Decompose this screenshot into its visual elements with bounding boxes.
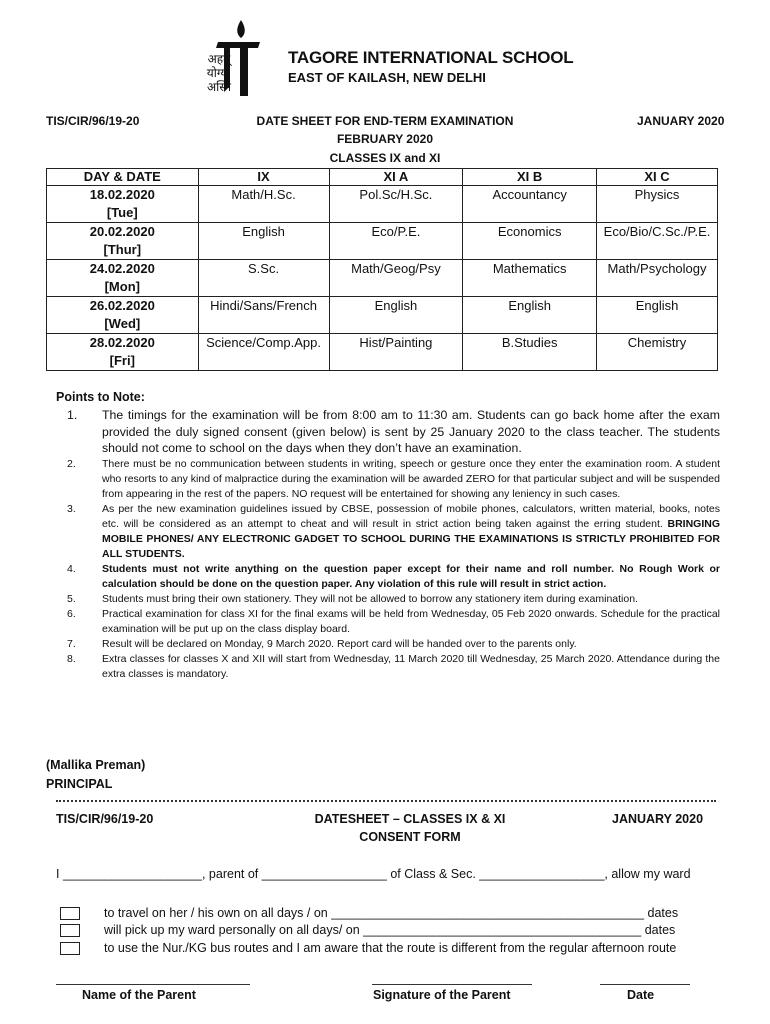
consent-checkbox[interactable] (60, 942, 80, 955)
circular-number: TIS/CIR/96/19-20 (46, 114, 140, 128)
parent-signature-line (372, 984, 532, 985)
subject-cell: Eco/Bio/C.Sc./P.E. (597, 223, 718, 260)
consent-circular-number: TIS/CIR/96/19-20 (56, 812, 154, 826)
point-number: 5. (67, 592, 76, 605)
subject-cell: Economics (463, 223, 597, 260)
parent-signature-label: Signature of the Parent (373, 988, 511, 1002)
principal-name: (Mallika Preman) (46, 758, 146, 772)
datesheet-table (46, 168, 718, 371)
column-header: XI B (463, 169, 597, 186)
subject-cell: Math/Psychology (597, 260, 718, 297)
subject-cell: English (597, 297, 718, 334)
logo-motto-line: अस्मि (206, 80, 232, 94)
parent-name-line (56, 984, 250, 985)
date-cell (47, 297, 199, 334)
logo-motto (196, 52, 242, 94)
exam-month: FEBRUARY 2020 (336, 132, 434, 146)
subject-cell: Accountancy (463, 186, 597, 223)
date-cell (47, 334, 199, 371)
column-header: XI A (329, 169, 463, 186)
table-row (47, 186, 718, 223)
exam-date: 28.02.2020 (89, 335, 155, 350)
consent-option-label: to travel on her / his own on all days / on _____________________________________________ dates (104, 906, 679, 920)
table-row (47, 260, 718, 297)
list-item (56, 502, 720, 562)
list-item (56, 652, 720, 682)
point-text-block (102, 502, 720, 562)
consent-statement: I ____________________, parent of __________________ of Class & Sec. __________________, allow my ward (56, 867, 691, 881)
exam-date: 24.02.2020 (89, 261, 155, 276)
exam-day: [Thur] (103, 242, 142, 257)
subject-cell: Mathematics (463, 260, 597, 297)
column-header: IX (198, 169, 329, 186)
school-name: TAGORE INTERNATIONAL SCHOOL (288, 48, 574, 67)
list-item (56, 592, 720, 607)
point-bold-text: Students must not write anything on the question paper except for their name and roll number. No Rough Work or calculation should be done on the question paper. Any violation of this rule will result in strict action. (102, 562, 720, 590)
table-header-row (47, 169, 718, 186)
list-item (56, 607, 720, 637)
point-text: There must be no communication between students in writing, speech or gesture once they enter the examination room. A student who resorts to any kind of malpractice during the examination will be awarded ZERO for that particular subject and will be suspended from appearing in the rest of the papers. NO request will be entertained for showing any leniency in such cases. (102, 457, 720, 500)
point-bold-text: BRINGING MOBILE PHONES/ ANY ELECTRONIC GADGET TO SCHOOL DURING THE EXAMINATIONS IS STRICTLY PROHIBITED FOR ALL STUDENTS. (102, 517, 720, 560)
point-text: Extra classes for classes X and XII will start from Wednesday, 11 March 2020 till Wednesday, 25 March 2020. Attendance during the extra classes is mandatory. (102, 652, 720, 680)
point-number: 2. (67, 457, 76, 470)
exam-day: [Mon] (104, 279, 140, 294)
list-item (56, 637, 720, 652)
consent-subtitle: CONSENT FORM (359, 830, 461, 844)
date-cell (47, 223, 199, 260)
list-item (56, 457, 720, 502)
subject-cell: Eco/P.E. (329, 223, 463, 260)
subject-cell: English (463, 297, 597, 334)
table-row (47, 334, 718, 371)
point-number: 4. (67, 562, 76, 575)
consent-title: DATESHEET – CLASSES IX & XI (314, 812, 506, 826)
subject-cell: Physics (597, 186, 718, 223)
consent-option-label: to use the Nur./KG bus routes and I am aware that the route is different from the regular afternoon route (104, 941, 677, 955)
school-logo (196, 20, 286, 100)
points-title: Points to Note: (56, 390, 145, 404)
exam-day: [Wed] (104, 316, 141, 331)
exam-day: [Tue] (106, 205, 138, 220)
cut-line-divider (56, 796, 716, 802)
point-number: 1. (67, 408, 78, 422)
document-title: DATE SHEET FOR END-TERM EXAMINATION (256, 114, 514, 128)
exam-date: 26.02.2020 (89, 298, 155, 313)
list-item (56, 407, 720, 457)
point-text: Result will be declared on Monday, 9 March 2020. Report card will be handed over to the parents only. (102, 637, 577, 650)
column-header: DAY & DATE (47, 169, 199, 186)
issue-date: JANUARY 2020 (637, 114, 725, 128)
logo-motto-line: अहम् (207, 52, 231, 66)
date-label: Date (627, 988, 655, 1002)
consent-month: JANUARY 2020 (612, 812, 704, 826)
date-cell (47, 186, 199, 223)
point-number: 8. (67, 652, 76, 665)
point-number: 7. (67, 637, 76, 650)
date-cell (47, 260, 199, 297)
logo-motto-line: योग्य: (206, 66, 232, 80)
subject-cell: Math/H.Sc. (198, 186, 329, 223)
list-item (56, 562, 720, 592)
subject-cell: Science/Comp.App. (198, 334, 329, 371)
subject-cell: English (329, 297, 463, 334)
point-text: The timings for the examination will be from 8:00 am to 11:30 am. Students can go back home after the exam provided the duly signed consent (given below) is sent by 25 January 2020 to the class teacher. The students should not come to school on the days when they don’t have an examination. (102, 408, 720, 455)
subject-cell: B.Studies (463, 334, 597, 371)
point-number: 6. (67, 607, 76, 620)
consent-option (60, 923, 675, 937)
table-row (47, 223, 718, 260)
point-text: As per the new examination guidelines issued by CBSE, possession of mobile phones, calculators, written material, books, notes etc. will be considered as an attempt to cheat and will result in strict action being taken against the erring student. (102, 502, 720, 530)
points-to-note (56, 390, 720, 682)
consent-checkbox[interactable] (60, 907, 80, 920)
exam-date: 18.02.2020 (89, 187, 155, 202)
subject-cell: Hindi/Sans/French (198, 297, 329, 334)
subject-cell: Chemistry (597, 334, 718, 371)
subject-cell: Math/Geog/Psy (329, 260, 463, 297)
consent-checkbox[interactable] (60, 924, 80, 937)
point-text: Students must bring their own stationery. They will not be allowed to borrow any stationery item during examination. (102, 592, 638, 605)
point-text: Practical examination for class XI for the final exams will be held from Wednesday, 05 Feb 2020 onwards. Schedule for the practical examination will be put up on the class display board. (102, 607, 720, 635)
subject-cell: S.Sc. (198, 260, 329, 297)
exam-classes: CLASSES IX and XI (329, 151, 441, 165)
parent-name-label: Name of the Parent (82, 988, 196, 1002)
exam-date: 20.02.2020 (89, 224, 155, 239)
date-line (600, 984, 690, 985)
principal-title: PRINCIPAL (46, 777, 113, 791)
consent-option (60, 906, 678, 920)
column-header: XI C (597, 169, 718, 186)
subject-cell: Hist/Painting (329, 334, 463, 371)
subject-cell: English (198, 223, 329, 260)
exam-day: [Fri] (109, 353, 135, 368)
consent-option-label: will pick up my ward personally on all days/ on ________________________________________ dates (104, 923, 676, 937)
school-address: EAST OF KAILASH, NEW DELHI (288, 70, 486, 85)
consent-option (60, 941, 676, 955)
table-row (47, 297, 718, 334)
subject-cell: Pol.Sc/H.Sc. (329, 186, 463, 223)
point-number: 3. (67, 502, 76, 515)
